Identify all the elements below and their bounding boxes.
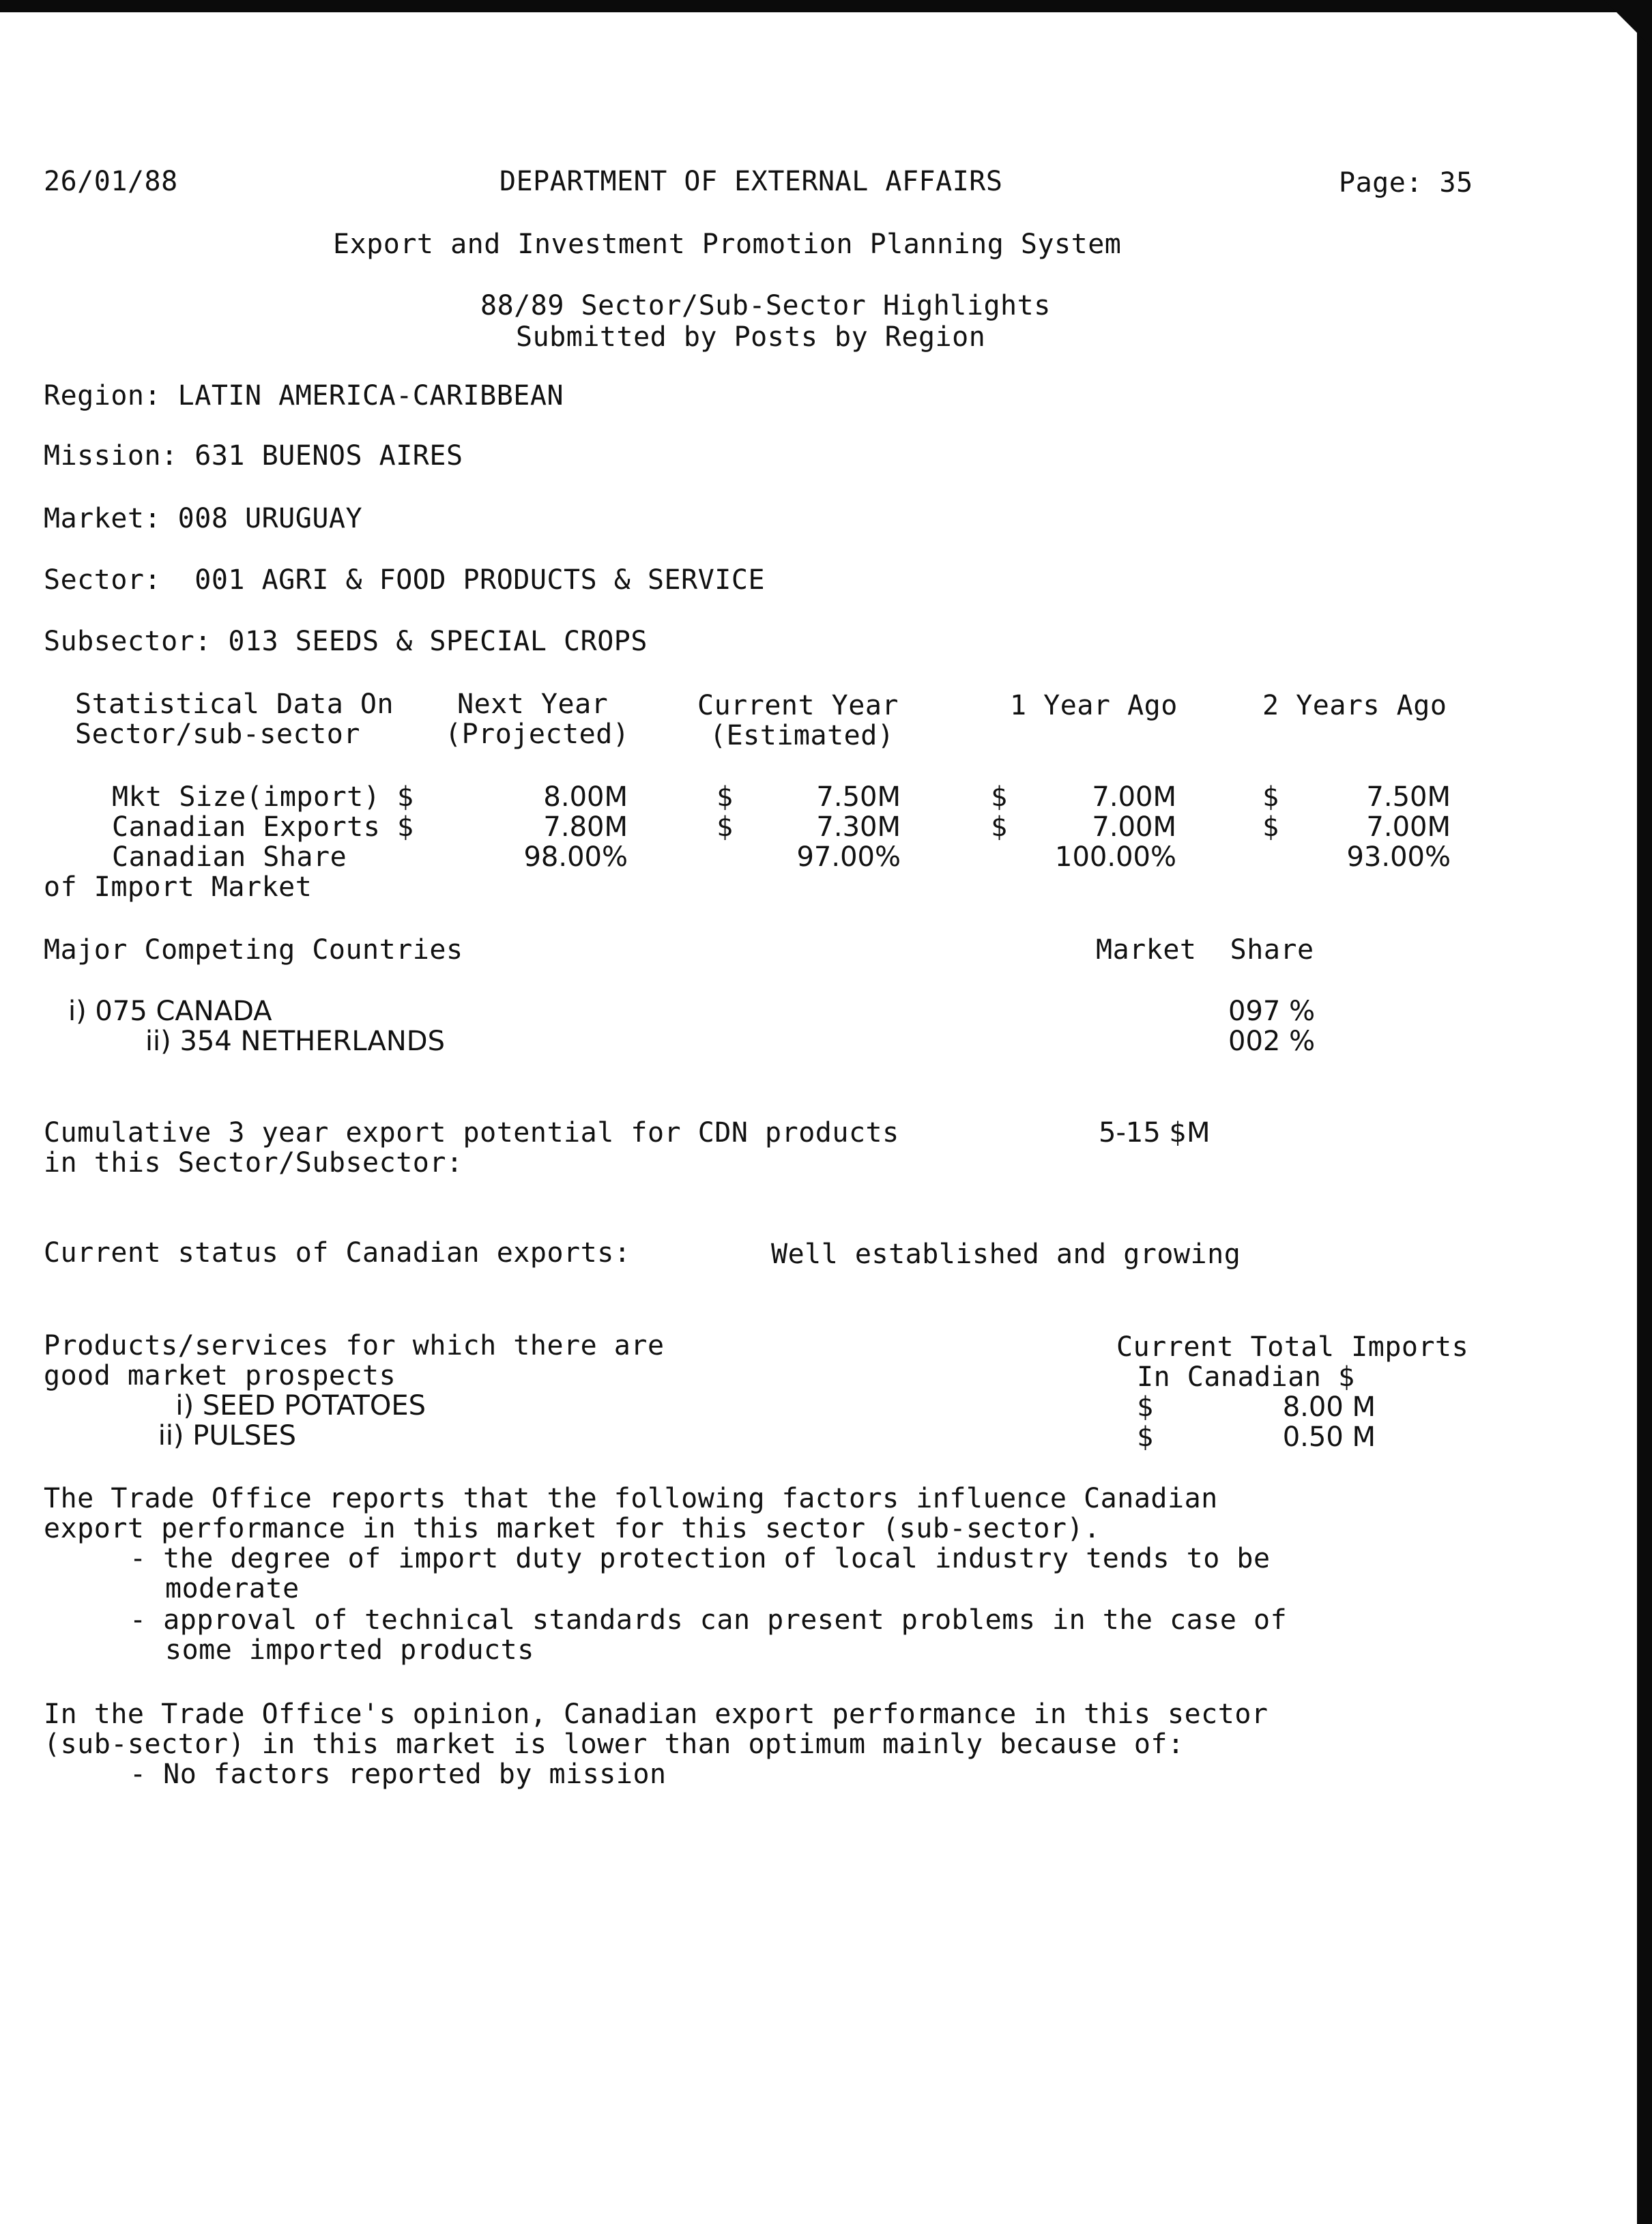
col-current-year: Current Year [697, 690, 899, 721]
products-line1: Products/services for which there are [44, 1330, 665, 1361]
system-title: Export and Investment Promotion Planning System [333, 229, 1122, 260]
stats-value-next: 7.80M [543, 811, 628, 843]
potential-line2: in this Sector/Subsector: [44, 1147, 463, 1179]
report-subtitle: Submitted by Posts by Region [516, 321, 986, 353]
competitor-share: 002 % [1228, 1026, 1316, 1057]
stats-row-label: Canadian Exports $ [112, 811, 414, 843]
dollar-sign: $ [1262, 781, 1279, 813]
factor-bullet: - the degree of import duty protection of local industry tends to be [130, 1543, 1271, 1574]
product-item: i) SEED POTATOES [175, 1390, 426, 1421]
col-current-year-sub: (Estimated) [710, 720, 895, 751]
imports-subheading: In Canadian $ [1137, 1361, 1355, 1393]
stats-value-1ago: 100.00% [1055, 841, 1176, 873]
product-item: ii) PULSES [158, 1420, 296, 1452]
col-next-year: Next Year [457, 689, 609, 720]
sector-field: Sector: 001 AGRI & FOOD PRODUCTS & SERVICE [44, 564, 766, 596]
page-number: Page: 35 [1339, 167, 1473, 199]
region-field: Region: LATIN AMERICA-CARIBBEAN [44, 380, 564, 411]
col-next-year-sub: (Projected) [445, 719, 630, 750]
competitors-heading: Major Competing Countries [44, 934, 463, 966]
status-value: Well established and growing [771, 1239, 1241, 1270]
products-line2: good market prospects [44, 1360, 396, 1391]
mission-field: Mission: 631 BUENOS AIRES [44, 440, 463, 472]
dollar-sign: $ [1262, 811, 1279, 843]
factors-line2: export performance in this market for this sector (sub-sector). [44, 1513, 1101, 1544]
competitor-share: 097 % [1228, 996, 1316, 1027]
dollar-sign: $ [1137, 1391, 1154, 1423]
market-field: Market: 008 URUGUAY [44, 503, 363, 534]
stats-value-current: 7.30M [816, 811, 901, 843]
product-import-value: 0.50 M [1282, 1421, 1376, 1453]
stats-label-line1: Statistical Data On [75, 689, 394, 720]
department-title: DEPARTMENT OF EXTERNAL AFFAIRS [499, 166, 1003, 197]
stats-label-line2: Sector/sub-sector [75, 719, 360, 750]
col-two-years-ago: 2 Years Ago [1262, 690, 1447, 721]
stats-value-next: 98.00% [523, 841, 628, 873]
competitor-index: i) 075 CANADA [68, 996, 272, 1027]
stats-value-current: 97.00% [796, 841, 901, 873]
market-share-heading: Market Share [1096, 934, 1314, 966]
stats-share-continuation: of Import Market [44, 871, 313, 903]
product-import-value: 8.00 M [1282, 1391, 1376, 1423]
dollar-sign: $ [991, 781, 1008, 813]
stats-row-label: Canadian Share [112, 841, 347, 873]
stats-value-2ago: 7.50M [1366, 781, 1451, 813]
dollar-sign: $ [716, 781, 734, 813]
scan-top-edge [0, 0, 1652, 12]
status-label: Current status of Canadian exports: [44, 1237, 631, 1269]
stats-value-1ago: 7.00M [1092, 781, 1176, 813]
stats-row-label: Mkt Size(import) $ [112, 781, 414, 813]
scan-right-edge [1637, 0, 1652, 2224]
competitor-index: ii) 354 NETHERLANDS [145, 1026, 445, 1057]
stats-value-1ago: 7.00M [1092, 811, 1176, 843]
subsector-field: Subsector: 013 SEEDS & SPECIAL CROPS [44, 626, 648, 657]
potential-value: 5-15 $M [1099, 1117, 1211, 1149]
stats-value-2ago: 93.00% [1346, 841, 1451, 873]
scan-corner [1604, 0, 1652, 48]
opinion-line1: In the Trade Office's opinion, Canadian export performance in this sector [44, 1699, 1269, 1730]
factor-bullet: - approval of technical standards can present problems in the case of [130, 1604, 1288, 1636]
imports-heading: Current Total Imports [1116, 1331, 1469, 1363]
factor-bullet-cont: some imported products [165, 1634, 534, 1666]
dollar-sign: $ [1137, 1421, 1154, 1453]
col-one-year-ago: 1 Year Ago [1010, 690, 1178, 721]
stats-value-current: 7.50M [816, 781, 901, 813]
factors-line1: The Trade Office reports that the following factors influence Canadian [44, 1483, 1218, 1514]
dollar-sign: $ [991, 811, 1008, 843]
report-date: 26/01/88 [44, 166, 178, 197]
potential-line1: Cumulative 3 year export potential for CDN products [44, 1117, 899, 1149]
dollar-sign: $ [716, 811, 734, 843]
opinion-bullet: - No factors reported by mission [130, 1759, 667, 1790]
report-title: 88/89 Sector/Sub-Sector Highlights [480, 290, 1051, 321]
factor-bullet-cont: moderate [165, 1573, 300, 1604]
opinion-line2: (sub-sector) in this market is lower than optimum mainly because of: [44, 1729, 1185, 1760]
stats-value-next: 8.00M [543, 781, 628, 813]
stats-value-2ago: 7.00M [1366, 811, 1451, 843]
